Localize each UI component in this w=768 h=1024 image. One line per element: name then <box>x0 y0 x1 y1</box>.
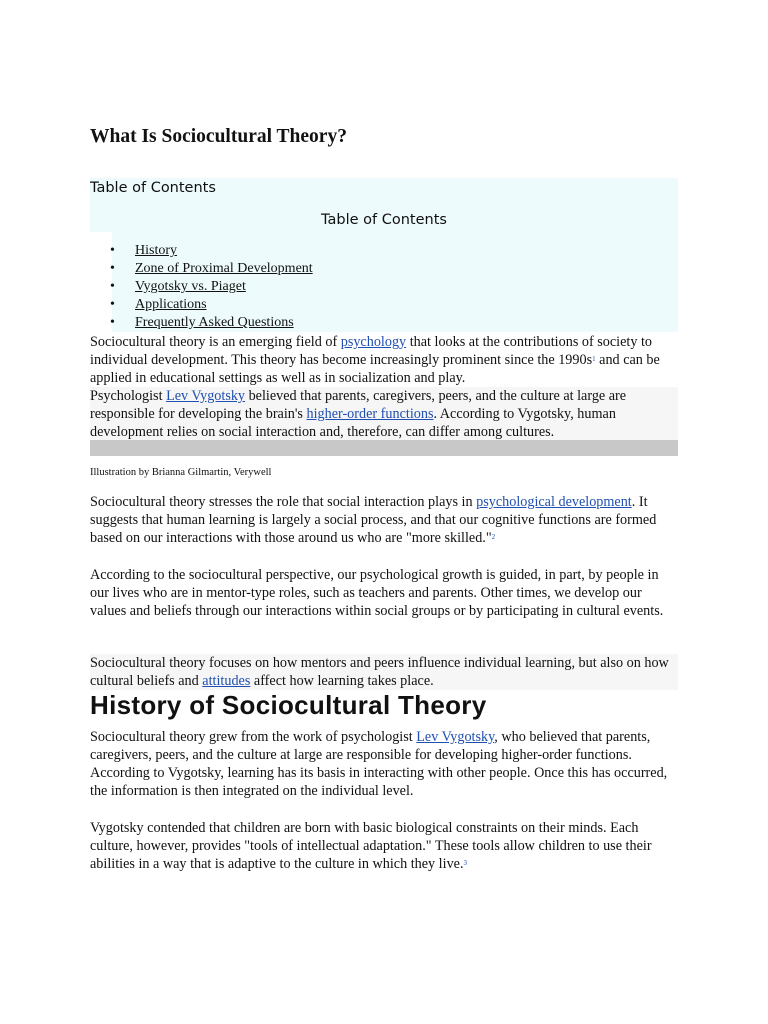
paragraph-history: Sociocultural theory grew from the work of psychologist Lev Vygotsky, who believed that parents, caregivers, peers, and the culture at large are responsible for developing higher-order functions. According to Vygotsky, learning has its basis in interacting with other people. Once this has occurred, the information is then integrated on the individual level. <box>90 729 668 799</box>
paragraph-biological-constraints: Vygotsky contended that children are born with basic biological constraints on their minds. Each culture, however, provides "tools of intellectual adaptation." These tools allow children to use their abilities in a way that is adaptive to the culture in which they live.$^3$ <box>90 820 652 872</box>
link-lev-vygotsky-2[interactable]: Lev Vygotsky <box>416 729 495 745</box>
toc-item-history <box>90 242 313 260</box>
image-caption: Illustration by Brianna Gilmartin, Verywell <box>90 467 272 478</box>
paragraph-intro: Sociocultural theory is an emerging field of psychology that looks at the contributions of society to individual development. This theory has become increasingly prominent since the 1990s$^1$ and can be applied in educational settings as well as in socialization and play. <box>90 334 660 386</box>
link-attitudes[interactable]: attitudes <box>202 673 251 689</box>
toc-item-zone <box>90 260 313 278</box>
toc-link-faq[interactable]: Frequently Asked Questions <box>135 315 294 330</box>
link-psychological-development[interactable]: psychological development <box>476 494 632 510</box>
paragraph-social-interaction: Sociocultural theory stresses the role that social interaction plays in psychological development. It suggests that human learning is largely a social process, and that our cognitive functions are formed based on our interactions with those around us who are "more skilled."$^2$ <box>90 494 657 546</box>
toc-heading: Table of Contents <box>321 212 447 228</box>
toc-link-history[interactable]: History <box>135 243 177 258</box>
paragraph-mentors: Sociocultural theory focuses on how mentors and peers influence individual learning, but also on how cultural beliefs and attitudes affect how learning takes place. <box>90 654 678 690</box>
toc-list <box>90 242 313 332</box>
table-of-contents <box>90 178 678 332</box>
illustration-placeholder <box>90 440 678 456</box>
toc-item-faq <box>90 314 313 332</box>
section-heading-history: History of Sociocultural Theory <box>90 690 487 720</box>
paragraph-vygotsky: Psychologist Lev Vygotsky believed that parents, caregivers, peers, and the culture at large are responsible for developing the brain's higher-order functions. According to Vygotsky, human development relies on social interaction and, therefore, can differ among cultures. <box>90 387 678 441</box>
link-lev-vygotsky[interactable]: Lev Vygotsky <box>166 388 246 404</box>
toc-link-vygotsky-vs-piaget[interactable]: Vygotsky vs. Piaget <box>135 279 246 294</box>
citation-1[interactable]: 1 <box>592 355 596 363</box>
toc-link-zone-of-proximal-development[interactable]: Zone of Proximal Development <box>135 261 313 276</box>
citation-3[interactable]: 3 <box>463 859 468 867</box>
toc-label: Table of Contents <box>90 180 216 196</box>
paragraph-perspective: According to the sociocultural perspective, our psychological growth is guided, in part, by people in our lives who are in mentor-type roles, such as teachers and parents. Other times, we develop our values and beliefs through our interactions within social groups or by participating in cultural events. <box>90 567 664 619</box>
toc-item-vygotsky-piaget <box>90 278 313 296</box>
page-title: What Is Sociocultural Theory? <box>90 126 347 147</box>
link-higher-order-functions[interactable]: higher-order functions <box>306 406 434 422</box>
toc-link-applications[interactable]: Applications <box>135 297 207 312</box>
citation-2[interactable]: 2 <box>491 533 496 541</box>
toc-item-applications <box>90 296 313 314</box>
link-psychology[interactable]: psychology <box>340 334 407 350</box>
